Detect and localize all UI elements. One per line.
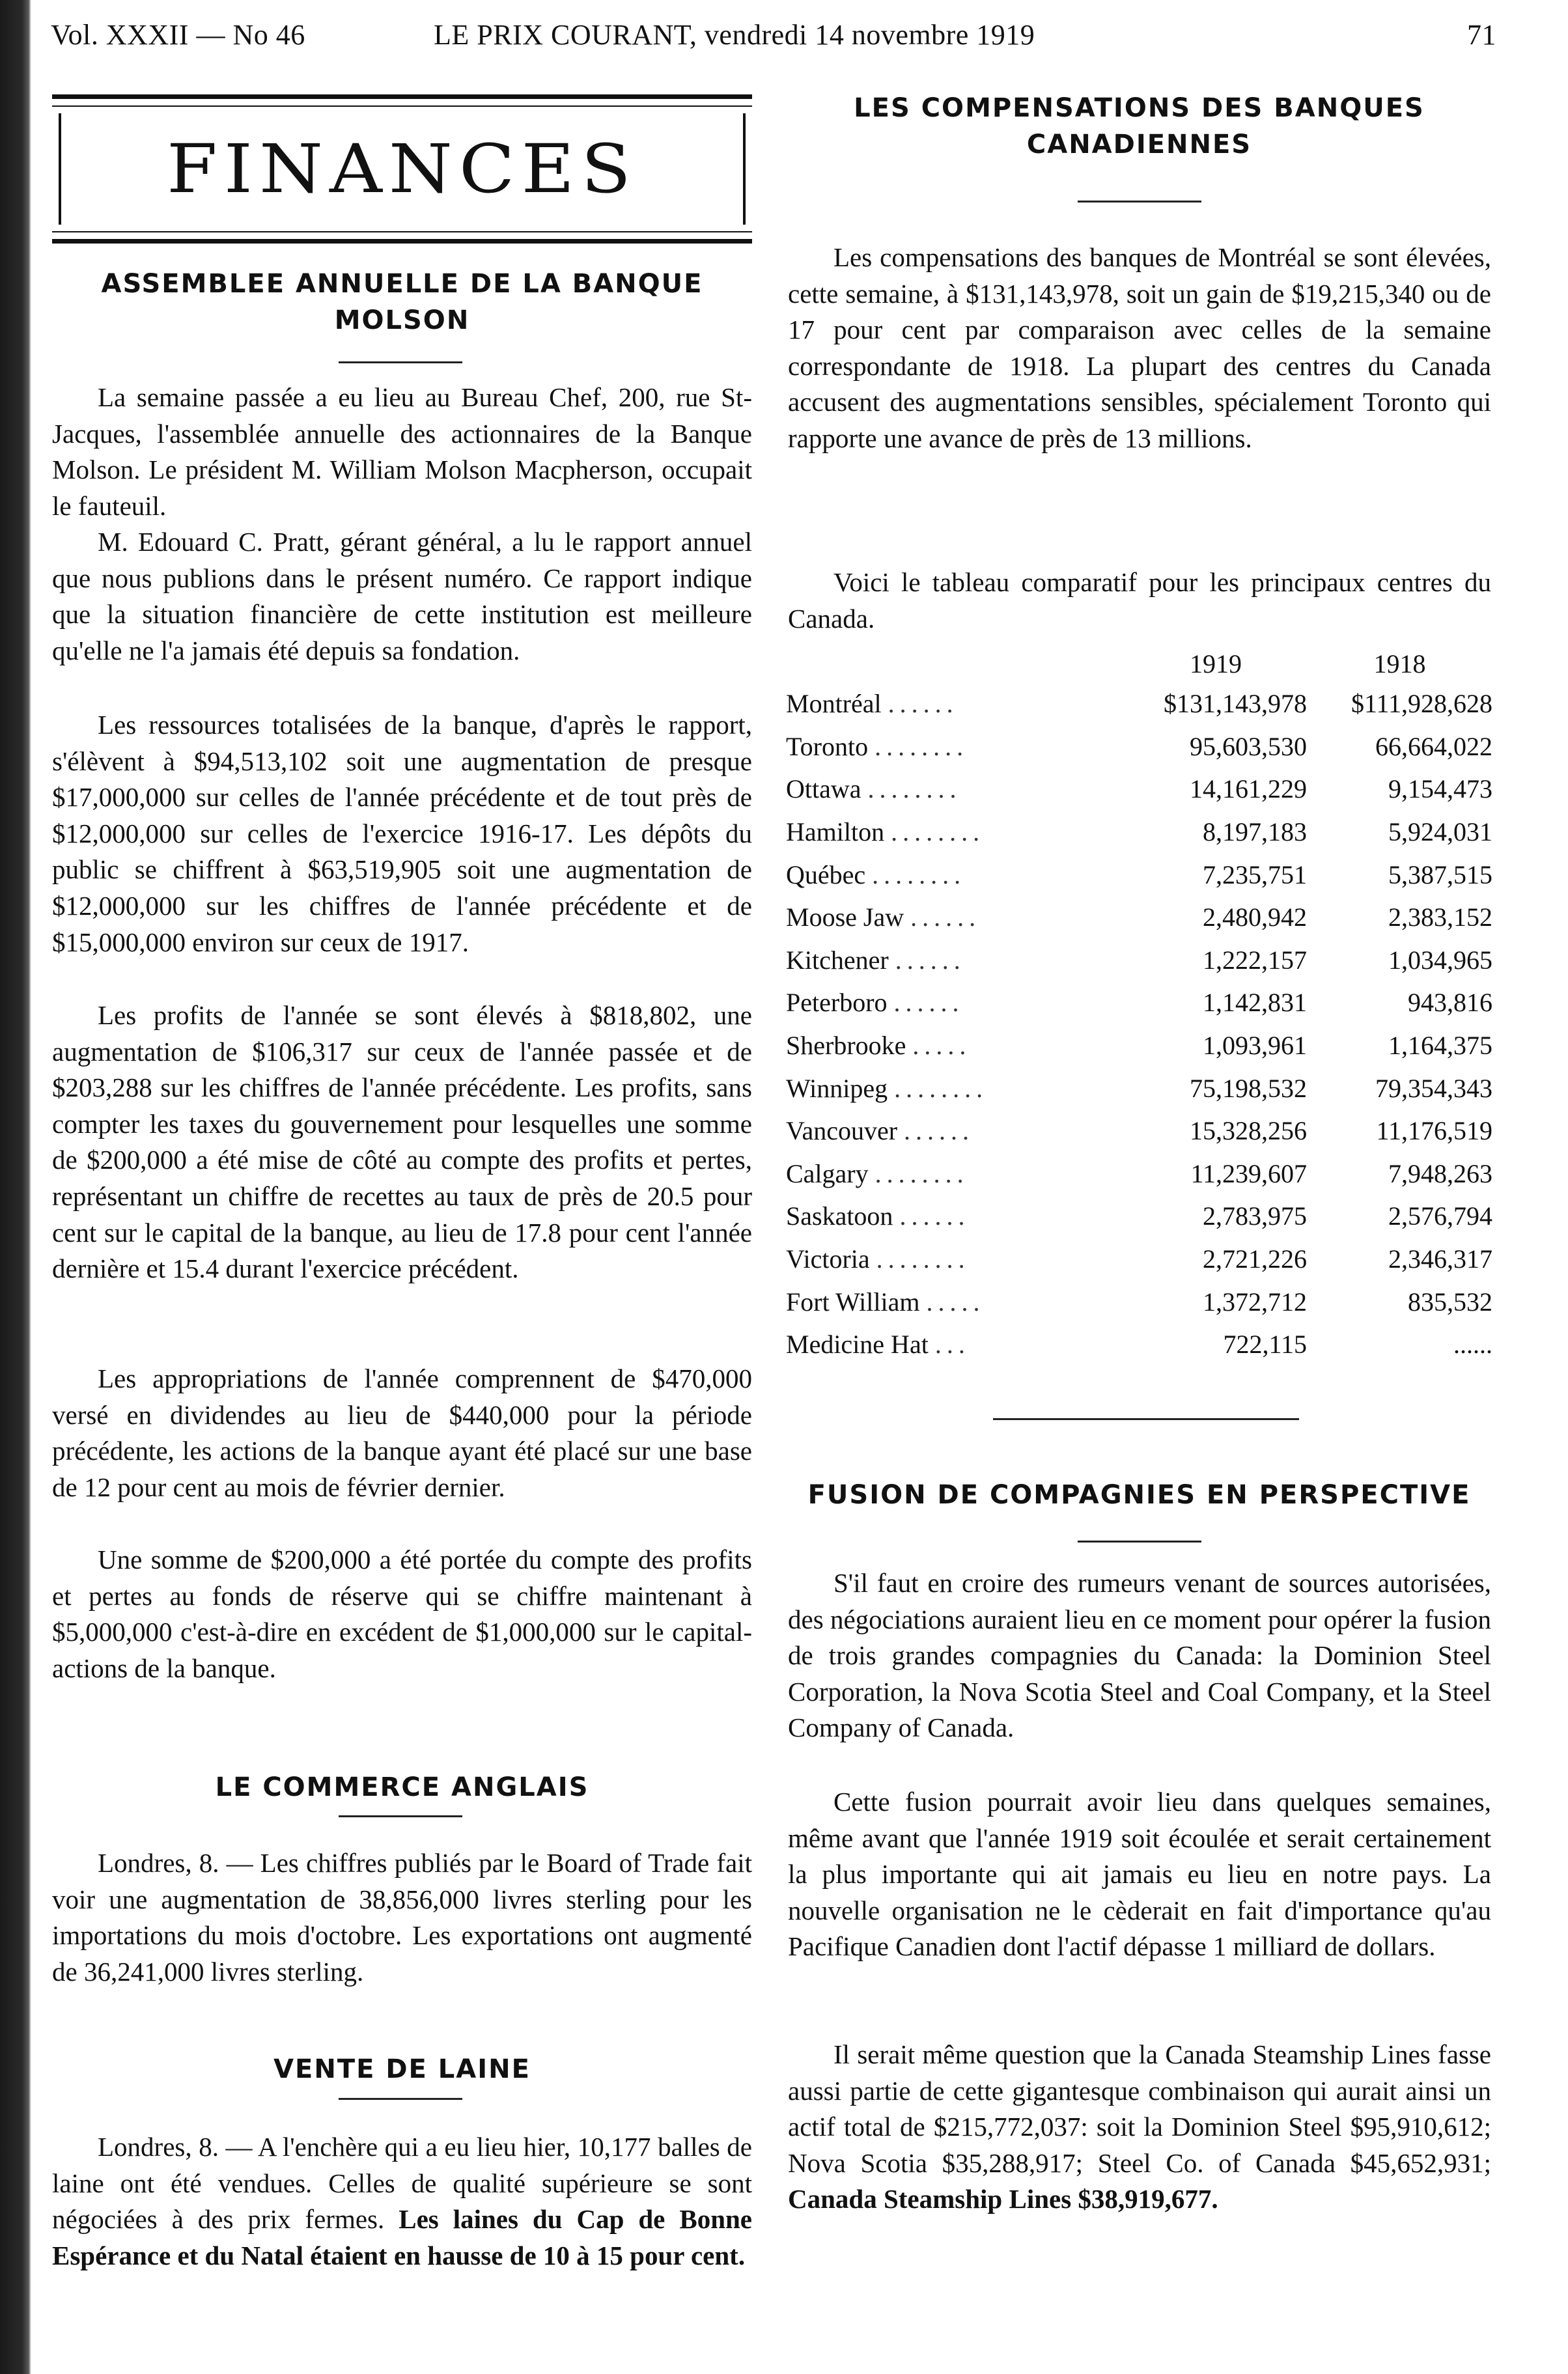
city-name: Sherbrooke xyxy=(786,1031,906,1061)
city-name: Montréal xyxy=(786,689,882,719)
compensations-paragraph-1: Les compensations des banques de Montréal se sont élevées, cette semaine, à $131,143,978, soit un gain de $19,215,340 ou de 17 pour cent par comparaison avec celles de la semaine correspondante de 1918. La plupart des centres du Canada accusent des augmentations sensibles, spécialement Toronto qui rapporte une avance de près de 13 millions. xyxy=(788,242,1491,453)
city-cell xyxy=(786,1323,1125,1366)
value-1919-cell: 14,161,229 xyxy=(1190,774,1307,804)
city-cell xyxy=(786,725,1125,768)
city-cell xyxy=(786,1280,1125,1323)
molson-paragraph-5: Les appropriations de l'année comprennent de $470,000 versé en dividendes au lieu de $440,000 pour la période précédente, les actions de la banque ayant été placé sur une base de 12 pour cent au mois de février dernier. xyxy=(52,1363,752,1502)
city-name: Winnipeg xyxy=(786,1073,888,1103)
section-rule xyxy=(339,1815,462,1817)
table-row xyxy=(786,811,1492,854)
page-header xyxy=(51,18,1496,64)
leader-dots: ...... xyxy=(899,1201,970,1231)
city-name: Victoria xyxy=(786,1244,870,1274)
leader-dots: ........ xyxy=(872,859,966,889)
fusion-paragraph-3: Il serait même question que la Canada Steamship Lines fasse aussi partie de cette gigantesque combinaison qui aurait ainsi un actif total de $215,772,037: soit la Dominion Steel $95,910,612; Nova Scotia $35,288,917; Steel Co. of Canada $45,652,931; Canada Steamship Lines $38,919,677. xyxy=(788,2039,1491,2214)
value-1919-cell: 7,235,751 xyxy=(1203,859,1307,889)
section-rule xyxy=(993,1418,1299,1420)
table-row xyxy=(786,1067,1492,1110)
value-1919-cell: 1,372,712 xyxy=(1203,1287,1307,1317)
value-1918-cell: 5,387,515 xyxy=(1388,859,1492,889)
table-row xyxy=(786,682,1492,725)
table-row xyxy=(786,939,1492,982)
leader-dots: ...... xyxy=(888,689,959,719)
leader-dots: ... xyxy=(934,1330,970,1360)
value-1919-cell: 1,093,961 xyxy=(1203,1031,1307,1061)
value-1919-cell: 8,197,183 xyxy=(1203,817,1307,847)
city-cell xyxy=(786,853,1125,896)
table-row xyxy=(786,1238,1492,1281)
laine-bold-text: Les laines du Cap de Bonne Espérance et du Natal étaient en hausse de 10 à 15 pour cent. xyxy=(52,2204,752,2270)
city-name: Kitchener xyxy=(786,945,889,975)
laine-heading: VENTE DE LAINE xyxy=(273,2054,531,2084)
table-row xyxy=(786,981,1492,1024)
value-1919-cell: 1,222,157 xyxy=(1203,945,1307,975)
city-name: Calgary xyxy=(786,1158,869,1188)
compensations-heading: LES COMPENSATIONS DES BANQUES CANADIENNES xyxy=(854,93,1425,160)
value-1918-cell: 7,948,263 xyxy=(1388,1158,1492,1188)
leader-dots: ........ xyxy=(891,817,985,847)
molson-paragraph-6: Une somme de $200,000 a été portée du compte des profits et pertes au fonds de réserve qui se chiffre maintenant à $5,000,000 c'est-à-dire en excédent de $1,000,000 sur le capital-actions de la banque. xyxy=(52,1544,752,1683)
page-binding-edge xyxy=(0,0,31,2374)
value-1918-cell: $111,928,628 xyxy=(1351,689,1492,719)
value-1918-cell: 66,664,022 xyxy=(1375,731,1492,761)
value-1919-cell: 2,480,942 xyxy=(1203,902,1307,932)
leader-dots: ...... xyxy=(910,902,981,932)
table-row xyxy=(786,768,1492,811)
value-1919-cell: 722,115 xyxy=(1223,1330,1307,1360)
value-1918-cell: 11,176,519 xyxy=(1376,1116,1492,1146)
value-1918-cell: 1,164,375 xyxy=(1388,1031,1492,1061)
table-row xyxy=(786,896,1492,939)
city-name: Vancouver xyxy=(786,1116,898,1146)
table-header-row xyxy=(786,645,1492,682)
section-rule xyxy=(339,361,462,363)
leader-dots: ...... xyxy=(904,1116,975,1146)
city-name: Québec xyxy=(786,859,866,889)
section-rule xyxy=(1078,201,1201,202)
table-row xyxy=(786,1110,1492,1152)
value-1919-cell: 95,603,530 xyxy=(1190,731,1307,761)
city-cell xyxy=(786,981,1125,1024)
table-row xyxy=(786,1024,1492,1067)
section-rule xyxy=(1078,1541,1201,1543)
compensations-paragraph-2: Voici le tableau comparatif pour les principaux centres du Canada. xyxy=(788,567,1491,634)
table-row xyxy=(786,1195,1492,1238)
column-header-1918: 1918 xyxy=(1373,649,1426,678)
city-name: Moose Jaw xyxy=(786,902,904,932)
city-cell xyxy=(786,1110,1125,1152)
value-1918-cell: 1,034,965 xyxy=(1388,945,1492,975)
leader-dots: ........ xyxy=(876,1244,970,1274)
value-1919-cell: $131,143,978 xyxy=(1164,689,1307,719)
fusion-paragraph-1: S'il faut en croire des rumeurs venant de sources autorisées, des négociations auraient lieu en ce moment pour opérer la fusion de trois grandes compagnies du Canada: la Dominion Steel Corporation, la Nova Scotia Steel and Coal Company, et la Steel Company of Canada. xyxy=(788,1568,1491,1743)
section-rule xyxy=(339,2098,462,2100)
value-1919-cell: 75,198,532 xyxy=(1190,1073,1307,1103)
value-1918-cell: 2,576,794 xyxy=(1388,1201,1492,1231)
city-cell xyxy=(786,939,1125,982)
molson-paragraph-2: M. Edouard C. Pratt, gérant général, a lu le rapport annuel que nous publions dans le présent numéro. Ce rapport indique que la situation financière de cette institution est meilleure qu'elle ne l'a jamais été depuis sa fondation. xyxy=(52,527,752,665)
molson-heading: ASSEMBLEE ANNUELLE DE LA BANQUE MOLSON xyxy=(101,269,703,335)
city-name: Saskatoon xyxy=(786,1201,893,1231)
value-1919-cell: 2,783,975 xyxy=(1203,1201,1307,1231)
value-1918-cell: 5,924,031 xyxy=(1388,817,1492,847)
city-cell xyxy=(786,811,1125,854)
leader-dots: ...... xyxy=(893,988,964,1018)
commerce-heading: LE COMMERCE ANGLAIS xyxy=(215,1772,589,1802)
fusion-bold-text: Canada Steamship Lines $38,919,677. xyxy=(788,2184,1218,2214)
city-cell xyxy=(786,1067,1125,1110)
table-row xyxy=(786,725,1492,768)
leader-dots: ........ xyxy=(875,731,969,761)
value-1919-cell: 15,328,256 xyxy=(1190,1116,1307,1146)
value-1918-cell: 943,816 xyxy=(1408,988,1492,1018)
publication-title: LE PRIX COURANT, vendredi 14 novembre 1919 xyxy=(434,19,1035,51)
city-cell xyxy=(786,1238,1125,1281)
value-1918-cell: 2,346,317 xyxy=(1388,1244,1492,1274)
leader-dots: ..... xyxy=(912,1031,972,1061)
fusion-paragraph-2: Cette fusion pourrait avoir lieu dans quelques semaines, même avant que l'année 1919 soit écoulée et serait certainement la plus importante qui ait jamais eu lieu en notre pays. La nouvelle organisation ne le cèderait en fait d'importance qu'au Pacifique Canadien dont l'actif dépasse 1 milliard de dollars. xyxy=(788,1787,1491,1962)
city-cell xyxy=(786,1024,1125,1067)
city-cell xyxy=(786,896,1125,939)
laine-paragraph: Londres, 8. — A l'enchère qui a eu lieu hier, 10,177 balles de laine ont été vendues. Celles de qualité supérieure se sont négociées à des prix fermes. Les laines du Cap de Bonne Espérance et du Natal étaient en hausse de 10 à 15 pour cent. xyxy=(52,2132,752,2270)
molson-paragraph-4: Les profits de l'année se sont élevés à $818,802, une augmentation de $106,317 sur ceux de l'année passée et de $203,288 sur les chiffres de l'année précédente. Les profits, sans compter les taxes du gouvernement pour lesquelles une somme de $200,000 a été mise de côté au compte des profits et pertes, représentant un chiffre de recettes au taux de près de 20.5 pour cent sur le capital de la banque, au lieu de 17.8 pour cent l'année dernière et 15.4 durant l'exercice précédent. xyxy=(52,1000,752,1284)
value-1919-cell: 2,721,226 xyxy=(1203,1244,1307,1274)
city-name: Ottawa xyxy=(786,774,861,804)
leader-dots: ........ xyxy=(867,774,962,804)
table-row xyxy=(786,1280,1492,1323)
column-header-1919: 1919 xyxy=(1190,649,1242,678)
city-cell xyxy=(786,768,1125,811)
finances-banner xyxy=(52,94,752,244)
molson-paragraph-1: La semaine passée a eu lieu au Bureau Chef, 200, rue St-Jacques, l'assemblée annuelle des actionnaires de la Banque Molson. Le président M. William Molson Macpherson, occupait le fauteuil. xyxy=(52,382,752,521)
page-number: 71 xyxy=(1467,19,1496,51)
value-1918-cell: 79,354,343 xyxy=(1375,1073,1492,1103)
city-name: Peterboro xyxy=(786,988,888,1018)
leader-dots: ..... xyxy=(926,1287,985,1317)
volume-number: Vol. XXXII — No 46 xyxy=(51,19,305,51)
city-name: Toronto xyxy=(786,731,869,761)
value-1918-cell: 835,532 xyxy=(1408,1287,1492,1317)
clearings-table xyxy=(786,645,1492,1366)
city-name: Fort William xyxy=(786,1287,920,1317)
fusion-heading: FUSION DE COMPAGNIES EN PERSPECTIVE xyxy=(807,1480,1471,1510)
city-name: Hamilton xyxy=(786,817,885,847)
city-cell xyxy=(786,1195,1125,1238)
leader-dots: ........ xyxy=(894,1073,988,1103)
leader-dots: ........ xyxy=(875,1158,969,1188)
value-1919-cell: 1,142,831 xyxy=(1203,988,1307,1018)
city-cell xyxy=(786,682,1125,725)
molson-paragraph-3: Les ressources totalisées de la banque, d'après le rapport, s'élèvent à $94,513,102 soit une augmentation de presque $17,000,000 sur celles de l'année précédente et de tout près de $12,000,000 sur celles de l'exercice 1916-17. Les dépôts du public se chiffrent à $63,519,905 soit une augmentation de $12,000,000 sur les chiffres de l'année précédente et de $15,000,000 environ sur ceux de 1917. xyxy=(52,710,752,957)
table-row xyxy=(786,1152,1492,1195)
table-row xyxy=(786,1323,1492,1366)
leader-dots: ...... xyxy=(895,945,966,975)
city-name: Medicine Hat xyxy=(786,1330,929,1360)
value-1919-cell: 11,239,607 xyxy=(1190,1158,1307,1188)
table-row xyxy=(786,853,1492,896)
commerce-paragraph: Londres, 8. — Les chiffres publiés par le Board of Trade fait voir une augmentation de 38,856,000 livres sterling pour les importations du mois d'octobre. Les exportations ont augmenté de 36,241,000 livres sterling. xyxy=(52,1848,752,1987)
city-cell xyxy=(786,1152,1125,1195)
value-1918-cell: 9,154,473 xyxy=(1388,774,1492,804)
value-1918-cell: 2,383,152 xyxy=(1388,902,1492,932)
finances-title: FINANCES xyxy=(166,130,637,208)
value-1918-cell: ...... xyxy=(1453,1330,1492,1360)
